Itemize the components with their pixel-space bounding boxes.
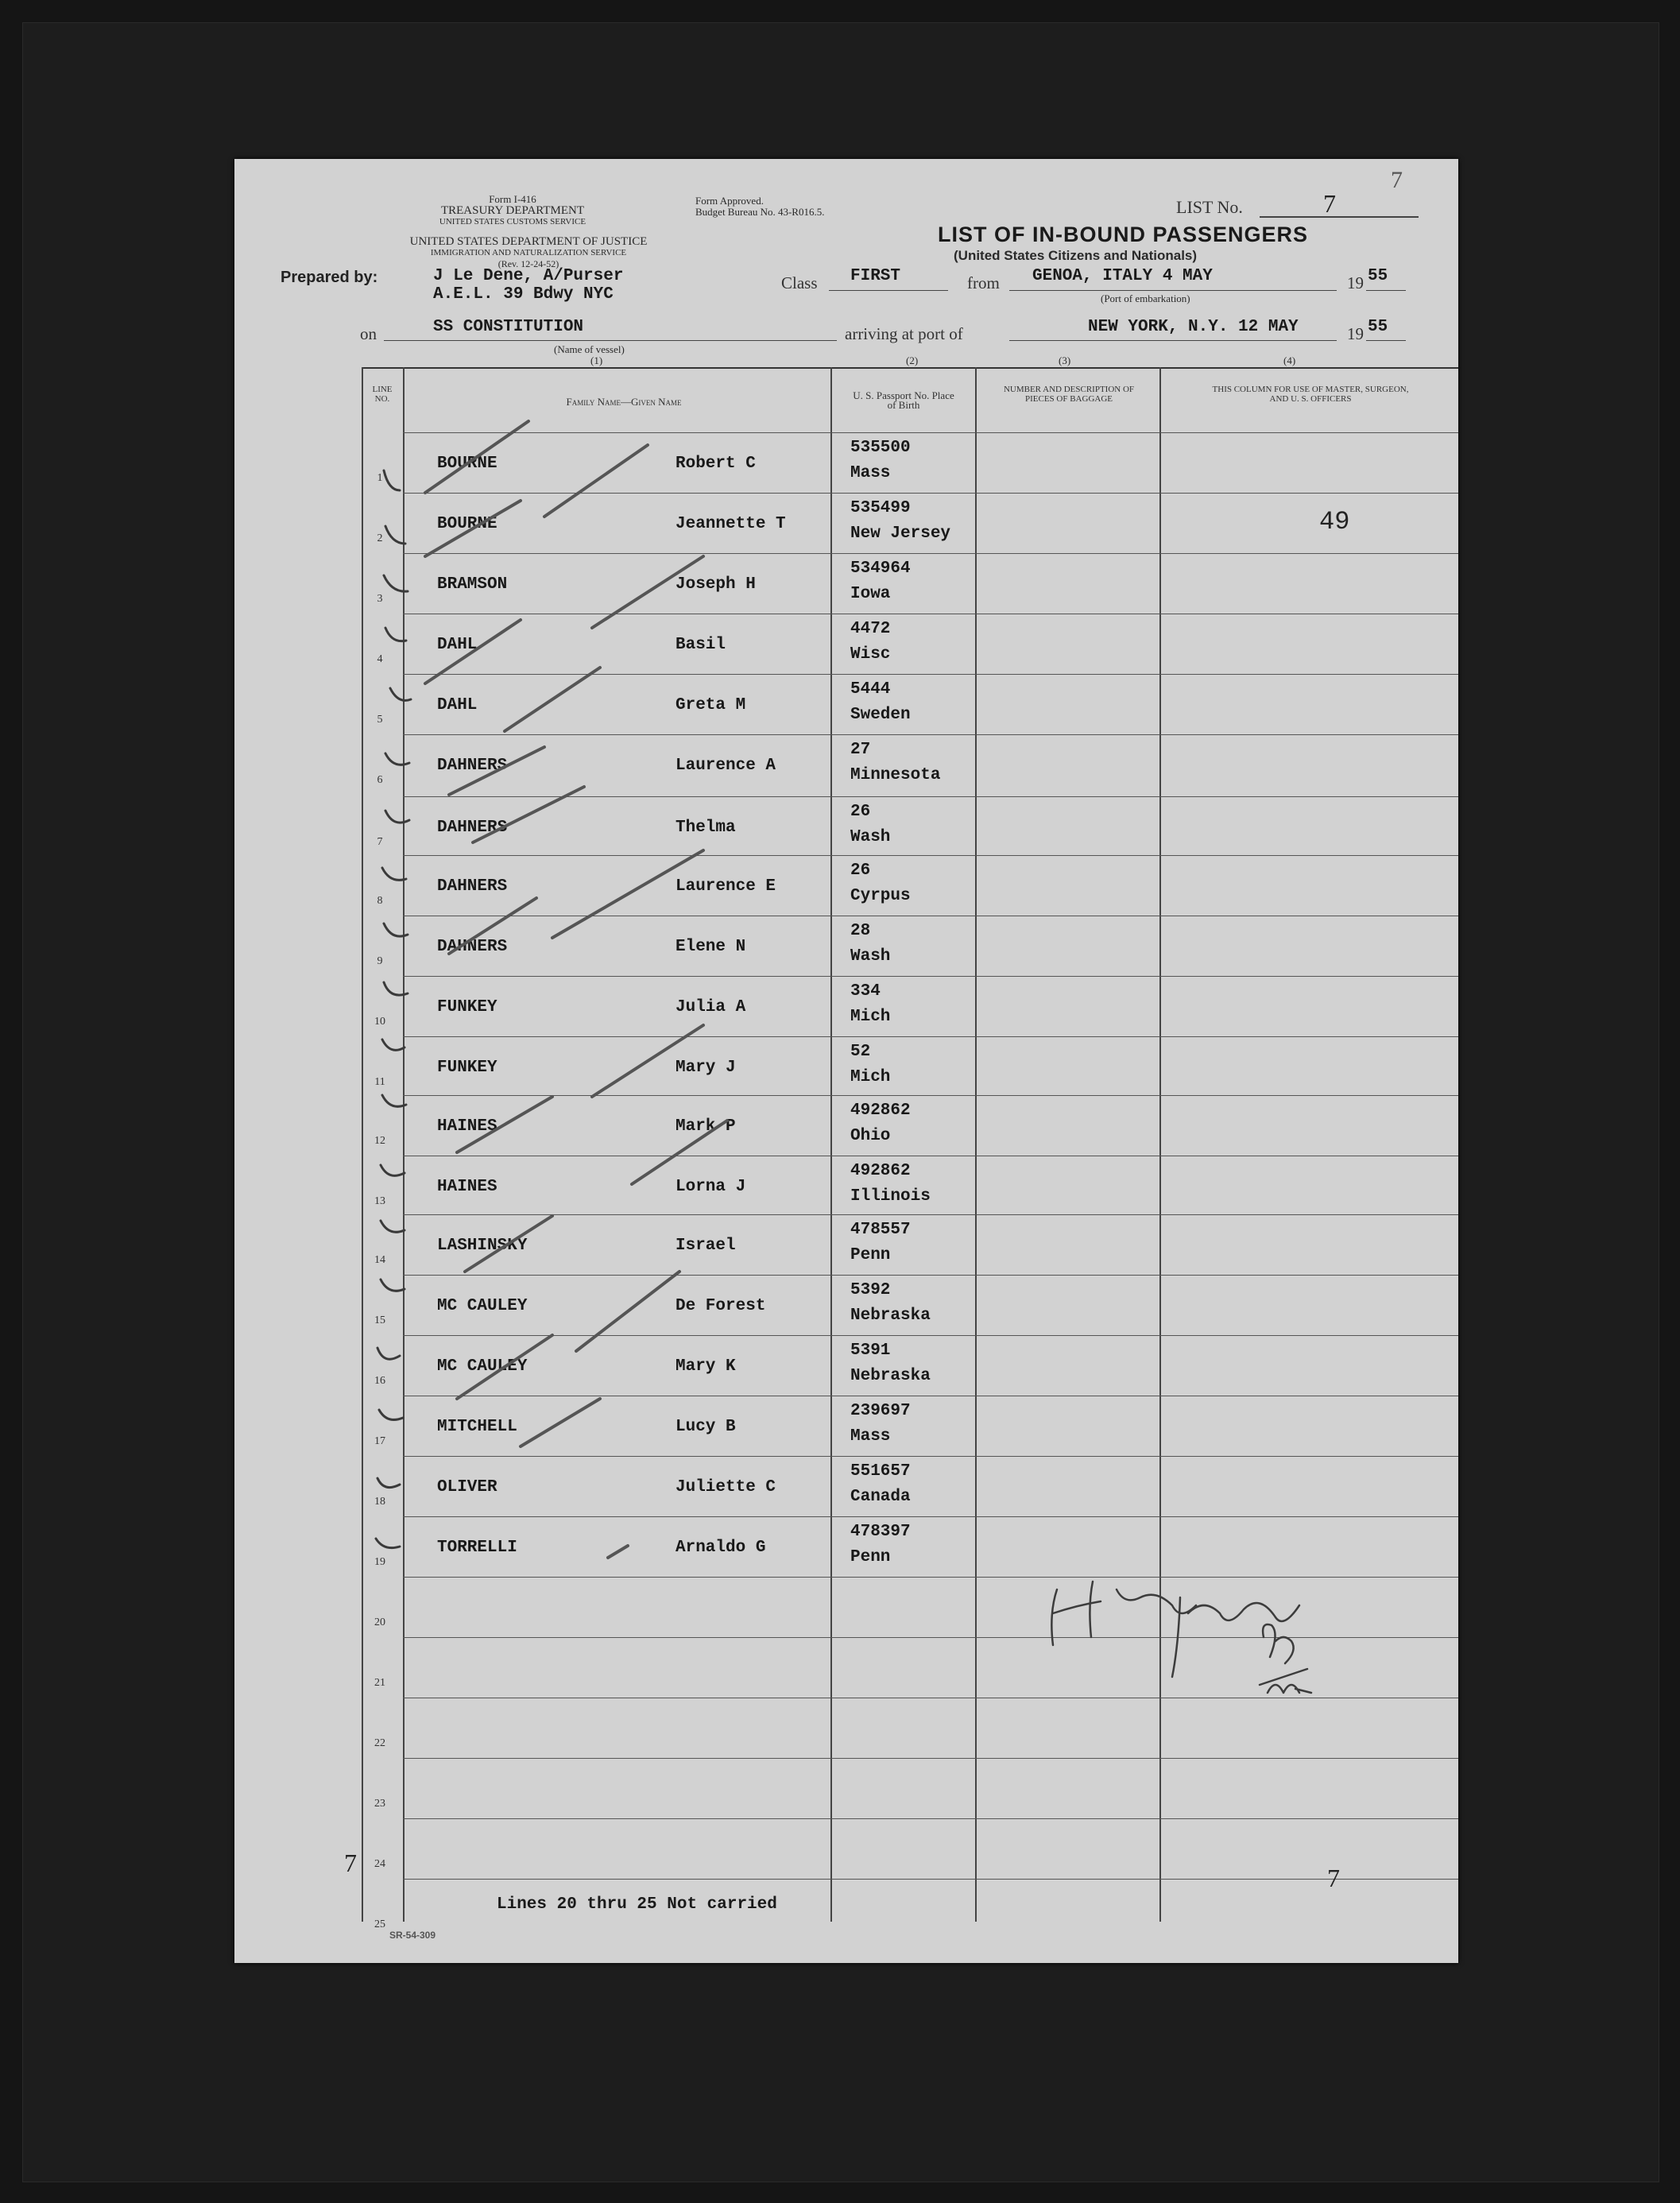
line-number: 14 xyxy=(374,1254,385,1266)
passport-no: 5391 xyxy=(850,1342,891,1360)
line-number: 12 xyxy=(374,1135,385,1147)
header-name: Family Name—Given Name xyxy=(566,396,682,408)
family-name: DAHNERS xyxy=(437,938,508,956)
handwritten-signature xyxy=(234,159,1458,1963)
family-name: TORRELLI xyxy=(437,1539,517,1557)
place-of-birth: Nebraska xyxy=(850,1367,931,1385)
given-name: Mary J xyxy=(675,1059,736,1077)
from-value: GENOA, ITALY 4 MAY xyxy=(1032,267,1213,285)
place-of-birth: Illinois xyxy=(850,1187,931,1206)
line-number: 9 xyxy=(377,955,383,967)
line-number: 2 xyxy=(377,532,383,544)
line-number: 15 xyxy=(374,1314,385,1326)
family-name: MC CAULEY xyxy=(437,1357,528,1376)
from-label: from xyxy=(967,273,1000,292)
prepared-by-line1: J Le Dene, A/Purser xyxy=(433,267,624,285)
footer-note: Lines 20 thru 25 Not carried xyxy=(497,1895,777,1914)
passport-no: 26 xyxy=(850,803,871,821)
family-name: FUNKEY xyxy=(437,1059,497,1077)
passport-no: 28 xyxy=(850,922,871,940)
line-number: 20 xyxy=(374,1616,385,1628)
class-label: Class xyxy=(781,273,818,292)
form-approved: Form Approved. xyxy=(695,195,764,207)
passport-no: 52 xyxy=(850,1043,871,1061)
place-of-birth: Penn xyxy=(850,1246,891,1264)
line-number: 16 xyxy=(374,1375,385,1387)
line-number: 13 xyxy=(374,1195,385,1207)
passenger-list-form xyxy=(234,159,1458,1963)
given-name: Lorna J xyxy=(675,1178,746,1196)
given-name: Laurence E xyxy=(675,877,776,896)
budget-bureau: Budget Bureau No. 43-R016.5. xyxy=(695,206,825,218)
given-name: Robert C xyxy=(675,455,756,473)
given-name: Mary K xyxy=(675,1357,736,1376)
line-number: 23 xyxy=(374,1798,385,1810)
line-number: 1 xyxy=(377,472,383,484)
passport-no: 535500 xyxy=(850,439,911,457)
passport-no: 4472 xyxy=(850,620,891,638)
department: TREASURY DEPARTMENT xyxy=(440,204,585,217)
given-name: Laurence A xyxy=(675,757,776,775)
given-name: Arnaldo G xyxy=(675,1539,766,1557)
list-no-label: LIST No. xyxy=(1176,197,1243,217)
family-name: DAHL xyxy=(437,696,478,714)
passport-no: 492862 xyxy=(850,1102,911,1120)
given-name: Julia A xyxy=(675,998,746,1016)
arrive-year-value: 55 xyxy=(1368,318,1388,336)
line-number: 17 xyxy=(374,1435,385,1447)
line-number: 10 xyxy=(374,1016,385,1028)
family-name: HAINES xyxy=(437,1178,497,1196)
on-label: on xyxy=(360,324,377,343)
line-number: 22 xyxy=(374,1737,385,1749)
given-name: Elene N xyxy=(675,938,746,956)
arriving-value: NEW YORK, N.Y. 12 MAY xyxy=(1088,318,1299,336)
given-name: Basil xyxy=(675,636,726,654)
vessel-caption: (Name of vessel) xyxy=(554,343,625,355)
given-name: Israel xyxy=(675,1237,736,1255)
place-of-birth: Wisc xyxy=(850,645,891,664)
place-of-birth: Penn xyxy=(850,1548,891,1566)
family-name: BOURNE xyxy=(437,515,497,533)
prepared-by-label: Prepared by: xyxy=(281,269,378,286)
officer-note: 49 xyxy=(1319,507,1350,536)
place-of-birth: Mass xyxy=(850,1427,891,1446)
header-line-no: LINE NO. xyxy=(372,385,393,404)
place-of-birth: Ohio xyxy=(850,1127,891,1145)
family-name: FUNKEY xyxy=(437,998,497,1016)
year-prefix: 19 xyxy=(1347,273,1364,292)
family-name: BRAMSON xyxy=(437,575,508,594)
form-id: Form I-416 xyxy=(489,193,536,205)
place-of-birth: Mass xyxy=(850,464,891,482)
passport-no: 478557 xyxy=(850,1221,911,1239)
list-no-value: 7 xyxy=(1323,189,1336,218)
class-value: FIRST xyxy=(850,267,901,285)
line-number: 5 xyxy=(377,714,383,726)
vessel-value: SS CONSTITUTION xyxy=(433,318,584,336)
place-of-birth: Iowa xyxy=(850,585,891,603)
line-number: 4 xyxy=(377,653,383,665)
line-number: 6 xyxy=(377,774,383,786)
form-revision: (Rev. 12-24-52) xyxy=(497,258,559,269)
header-passport: U. S. Passport No. Place of Birth xyxy=(853,389,954,411)
page-title: LIST OF IN-BOUND PASSENGERS xyxy=(938,223,1309,246)
passport-no: 492862 xyxy=(850,1162,911,1180)
place-of-birth: Sweden xyxy=(850,706,911,724)
passport-no: 5392 xyxy=(850,1281,891,1299)
header-baggage: NUMBER AND DESCRIPTION OF PIECES OF BAGGAGE xyxy=(1003,385,1135,404)
line-number: 3 xyxy=(377,593,383,605)
family-name: DAHNERS xyxy=(437,757,508,775)
place-of-birth: Canada xyxy=(850,1488,911,1506)
family-name: OLIVER xyxy=(437,1478,497,1496)
prepared-by-line2: A.E.L. 39 Bdwy NYC xyxy=(433,285,614,304)
place-of-birth: Nebraska xyxy=(850,1307,931,1325)
family-name: LASHINSKY xyxy=(437,1237,528,1255)
given-name: Jeannette T xyxy=(675,515,786,533)
given-name: De Forest xyxy=(675,1297,766,1315)
given-name: Mark P xyxy=(675,1117,736,1136)
passport-no: 27 xyxy=(850,741,871,759)
given-name: Juliette C xyxy=(675,1478,776,1496)
passport-no: 239697 xyxy=(850,1402,911,1420)
line-number: 21 xyxy=(374,1677,385,1689)
given-name: Thelma xyxy=(675,819,736,837)
place-of-birth: Cyrpus xyxy=(850,887,911,905)
family-name: DAHNERS xyxy=(437,819,508,837)
line-number: 7 xyxy=(377,836,383,848)
line-number: 18 xyxy=(374,1496,385,1508)
passport-no: 334 xyxy=(850,982,881,1001)
col-num-2: (2) xyxy=(906,354,919,366)
justice-department: UNITED STATES DEPARTMENT OF JUSTICE xyxy=(409,235,648,248)
col-num-3: (3) xyxy=(1059,354,1071,366)
family-name: DAHL xyxy=(437,636,478,654)
line-number: 8 xyxy=(377,895,383,907)
col-num-4: (4) xyxy=(1283,354,1296,366)
corner-mark: 7 xyxy=(1391,167,1403,193)
place-of-birth: Mich xyxy=(850,1008,891,1026)
place-of-birth: Wash xyxy=(850,828,891,846)
line-number: 11 xyxy=(374,1076,385,1088)
passport-no: 5444 xyxy=(850,680,891,699)
col-num-1: (1) xyxy=(590,354,603,366)
port-embark-caption: (Port of embarkation) xyxy=(1101,292,1190,304)
given-name: Lucy B xyxy=(675,1418,736,1436)
ins-service: IMMIGRATION AND NATURALIZATION SERVICE xyxy=(430,248,627,257)
place-of-birth: Minnesota xyxy=(850,766,941,784)
place-of-birth: New Jersey xyxy=(850,525,951,543)
page-subtitle: (United States Citizens and Nationals) xyxy=(954,248,1198,263)
passport-no: 478397 xyxy=(850,1523,911,1541)
customs-service: UNITED STATES CUSTOMS SERVICE xyxy=(439,217,586,226)
family-name: DAHNERS xyxy=(437,877,508,896)
passport-no: 534964 xyxy=(850,559,911,578)
line-number: 24 xyxy=(374,1858,385,1870)
place-of-birth: Wash xyxy=(850,947,891,966)
place-of-birth: Mich xyxy=(850,1068,891,1086)
arriving-label: arriving at port of xyxy=(845,324,963,343)
doc-code: SR-54-309 xyxy=(389,1930,436,1941)
family-name: HAINES xyxy=(437,1117,497,1136)
given-name: Greta M xyxy=(675,696,746,714)
arrive-year-prefix: 19 xyxy=(1347,324,1364,343)
passport-no: 26 xyxy=(850,861,871,880)
family-name: MC CAULEY xyxy=(437,1297,528,1315)
side-mark: 7 xyxy=(344,1849,357,1877)
line-number: 25 xyxy=(374,1918,385,1930)
family-name: MITCHELL xyxy=(437,1418,517,1436)
given-name: Joseph H xyxy=(675,575,756,594)
passport-no: 551657 xyxy=(850,1462,911,1481)
header-officers: THIS COLUMN FOR USE OF MASTER, SURGEON, AND U. S. OFFICERS xyxy=(1212,385,1409,404)
year-value: 55 xyxy=(1368,267,1388,285)
line-number: 19 xyxy=(374,1556,385,1568)
bottom-mark: 7 xyxy=(1327,1864,1340,1892)
passport-no: 535499 xyxy=(850,499,911,517)
family-name: BOURNE xyxy=(437,455,497,473)
